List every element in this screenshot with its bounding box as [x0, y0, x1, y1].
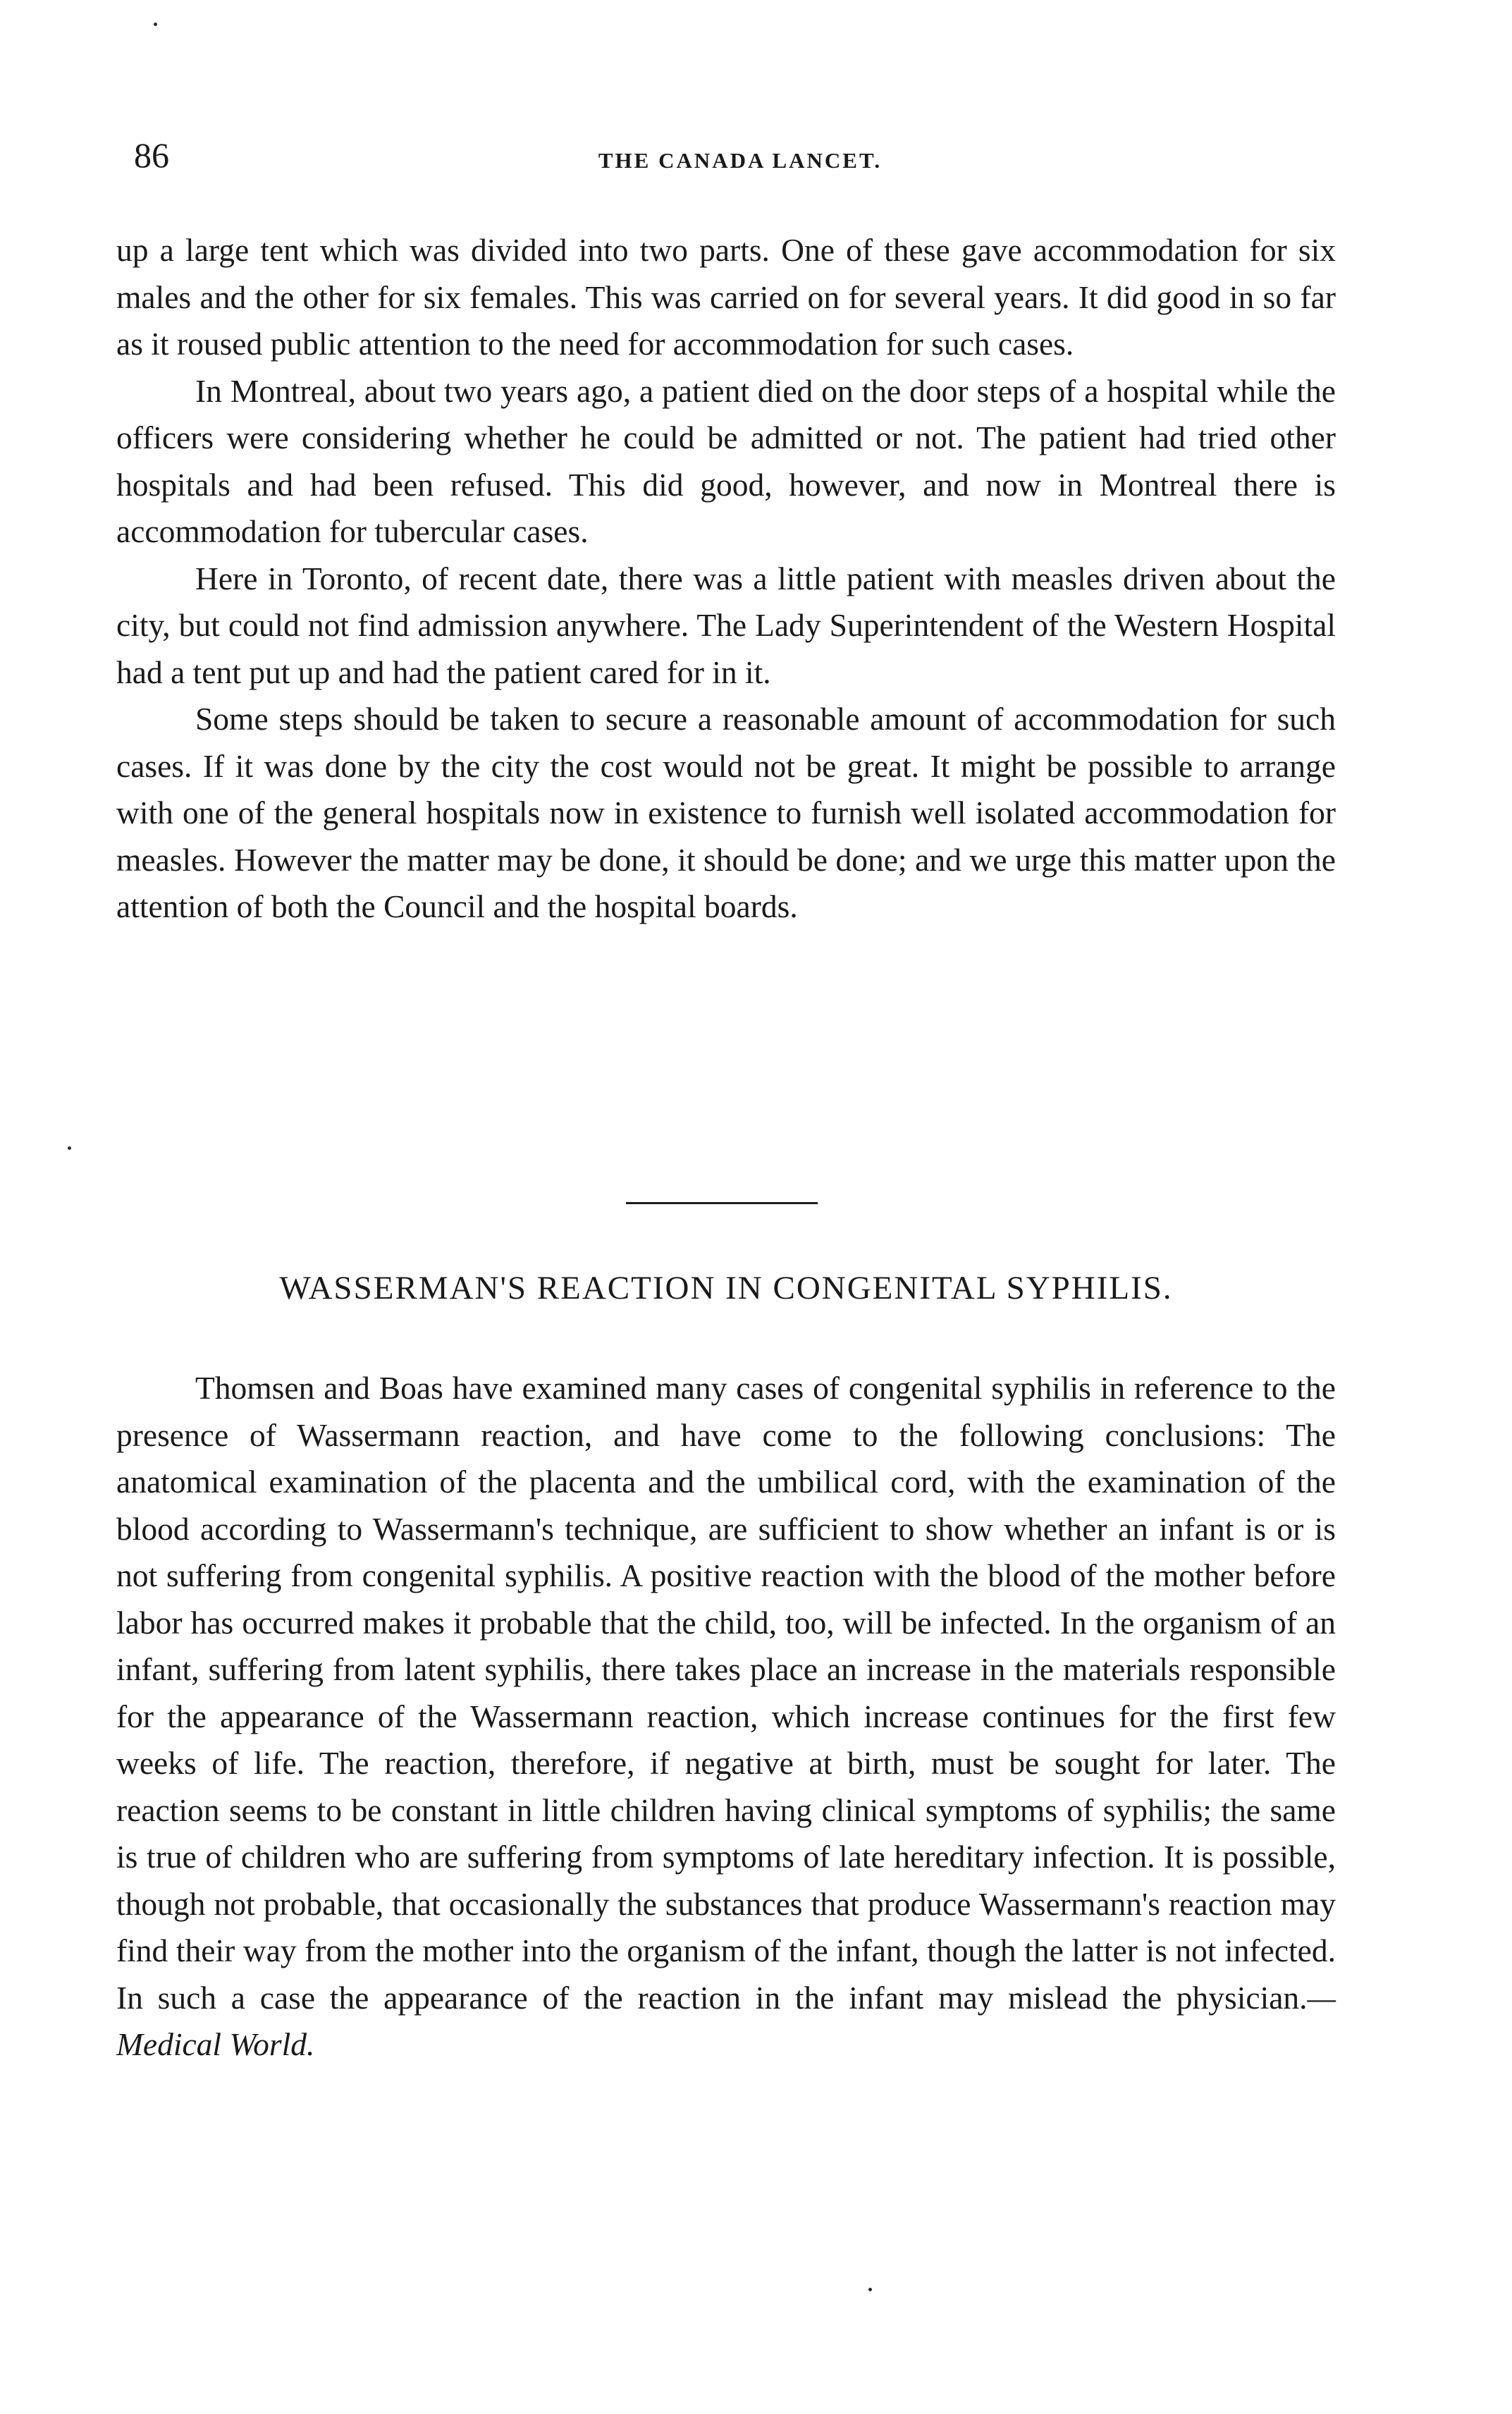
section-separator-rule — [626, 1202, 818, 1204]
scan-speck — [868, 2288, 872, 2291]
citation-source: —Medical World. — [116, 1979, 1336, 2062]
paragraph: In Montreal, about two years ago, a patient died on the door steps of a hospital while the officers were considering whether he could be admitted or not. The patient had tried other hospitals and had been refused. This did good, however, and now in Montreal there is accommodation for tubercular cases. — [116, 372, 1336, 549]
page-number: 86 — [134, 135, 169, 175]
scan-speck — [68, 1146, 71, 1150]
running-head: THE CANADA LANCET. — [598, 148, 883, 173]
paragraph: up a large tent which was divided into two parts. One of these gave accommodation for six males and the other for six females. This was carried on for several years. It did good in so far as it roused public attention to the need for accommodation for such cases. — [116, 232, 1336, 362]
article-body — [116, 1365, 1336, 2069]
paragraph: Some steps should be taken to secure a reasonable amount of accommodation for such cases. If it was done by the city the cost would not be great. It might be possible to arrange with one of the general hospitals now in existence to furnish well isolated accommodation for measles. However the matter may be done, it should be done; and we urge this matter upon the attention of both the Council and the hospital boards. — [116, 701, 1336, 924]
article-title: WASSERMAN'S REACTION IN CONGENITAL SYPHILIS. — [279, 1270, 1173, 1306]
paragraph — [116, 1365, 1336, 2069]
article-body-text: Thomsen and Boas have examined many cases of congenital syphilis in reference to the presence of Wassermann reaction, and have come to the following conclusions: The anatomical examination of the placenta and the umbilical cord, with the examination of the blood according to Wassermann's technique, are sufficient to show whether an infant is or is not suffering from congenital syphilis. A positive reaction with the blood of the mother before labor has occurred makes it probable that the child, too, will be infected. In the organism of an infant, suffering from latent syphilis, there takes place an increase in the materials responsible for the appearance of the Wassermann reaction, which increase continues for the first few weeks of life. The reaction, therefore, if negative at birth, must be sought for later. The reaction seems to be constant in little children having clinical symptoms of syphilis; the same is true of children who are suffering from symptoms of late hereditary infection. It is possible, though not probable, that occasionally the substances that produce Wassermann's reaction may find their way from the mother into the organism of the infant, though the latter is not infected. In such a case the appearance of the reaction in the infant may mislead the physician. — [116, 1370, 1336, 2016]
scan-speck — [154, 23, 157, 26]
paragraph: Here in Toronto, of recent date, there was a little patient with measles driven about the city, but could not find admission anywhere. The Lady Superintendent of the Western Hospital had a tent put up and had the patient cared for in it. — [116, 560, 1336, 690]
article-continued-text — [116, 227, 1336, 931]
page-header — [134, 134, 1346, 190]
